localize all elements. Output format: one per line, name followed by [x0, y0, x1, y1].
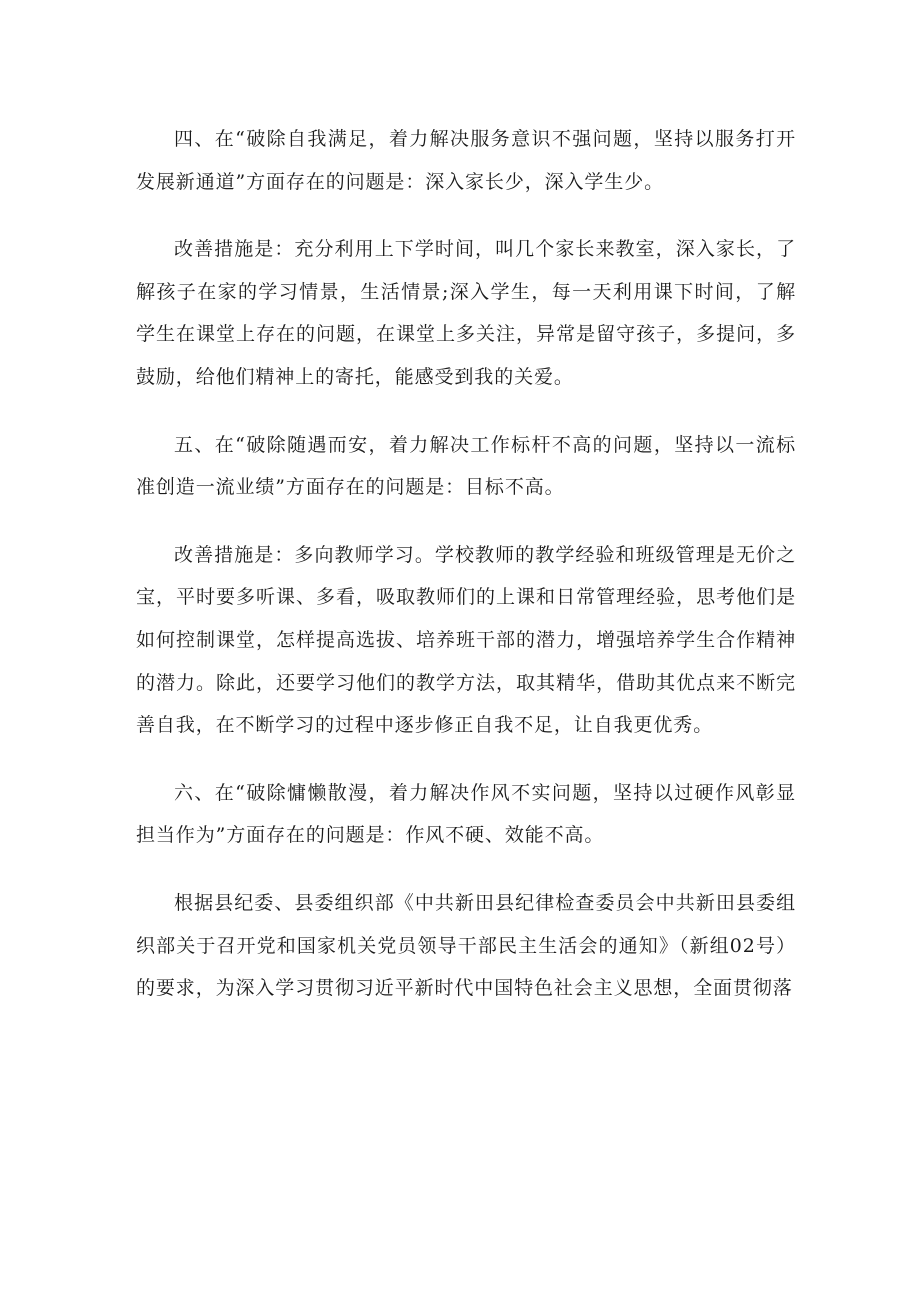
paragraph-improvement-four: 改善措施是：充分利用上下学时间，叫几个家长来教室，深入家长，了解孩子在家的学习情景，生活情景;深入学生，每一天利用课下时间，了解学生在课堂上存在的问题，在课堂上多关注，异常是留守孩子，多提问，多鼓励，给他们精神上的寄托，能感受到我的关爱。	[136, 238, 796, 388]
document-body	[136, 118, 796, 1035]
paragraph-section-six: 六、在“破除慵懒散漫，着力解决作风不实问题，坚持以过硬作风彰显担当作为”方面存在的问题是：作风不硬、效能不高。	[136, 781, 796, 847]
paragraph-section-five: 五、在“破除随遇而安，着力解决工作标杆不高的问题，坚持以一流标准创造一流业绩”方面存在的问题是：目标不高。	[136, 433, 796, 499]
paragraph-section-four: 四、在“破除自我满足，着力解决服务意识不强问题，坚持以服务打开发展新通道”方面存在的问题是：深入家长少，深入学生少。	[136, 128, 796, 193]
paragraph-notice-reference: 根据县纪委、县委组织部《中共新田县纪律检查委员会中共新田县委组织部关于召开党和国家机关党员领导干部民主生活会的通知》（新组02号）的要求，为深入学习贯彻习近平新时代中国特色社会主义思想，全面贯彻落	[136, 891, 796, 1000]
paragraph-improvement-five: 改善措施是：多向教师学习。学校教师的教学经验和班级管理是无价之宝，平时要多听课、多看，吸取教师们的上课和日常管理经验，思考他们是如何控制课堂，怎样提高选拔、培养班干部的潜力，增强培养学生合作精神的潜力。除此，还要学习他们的教学方法，取其精华，借助其优点来不断完善自我，在不断学习的过程中逐步修正自我不足，让自我更优秀。	[136, 543, 796, 737]
